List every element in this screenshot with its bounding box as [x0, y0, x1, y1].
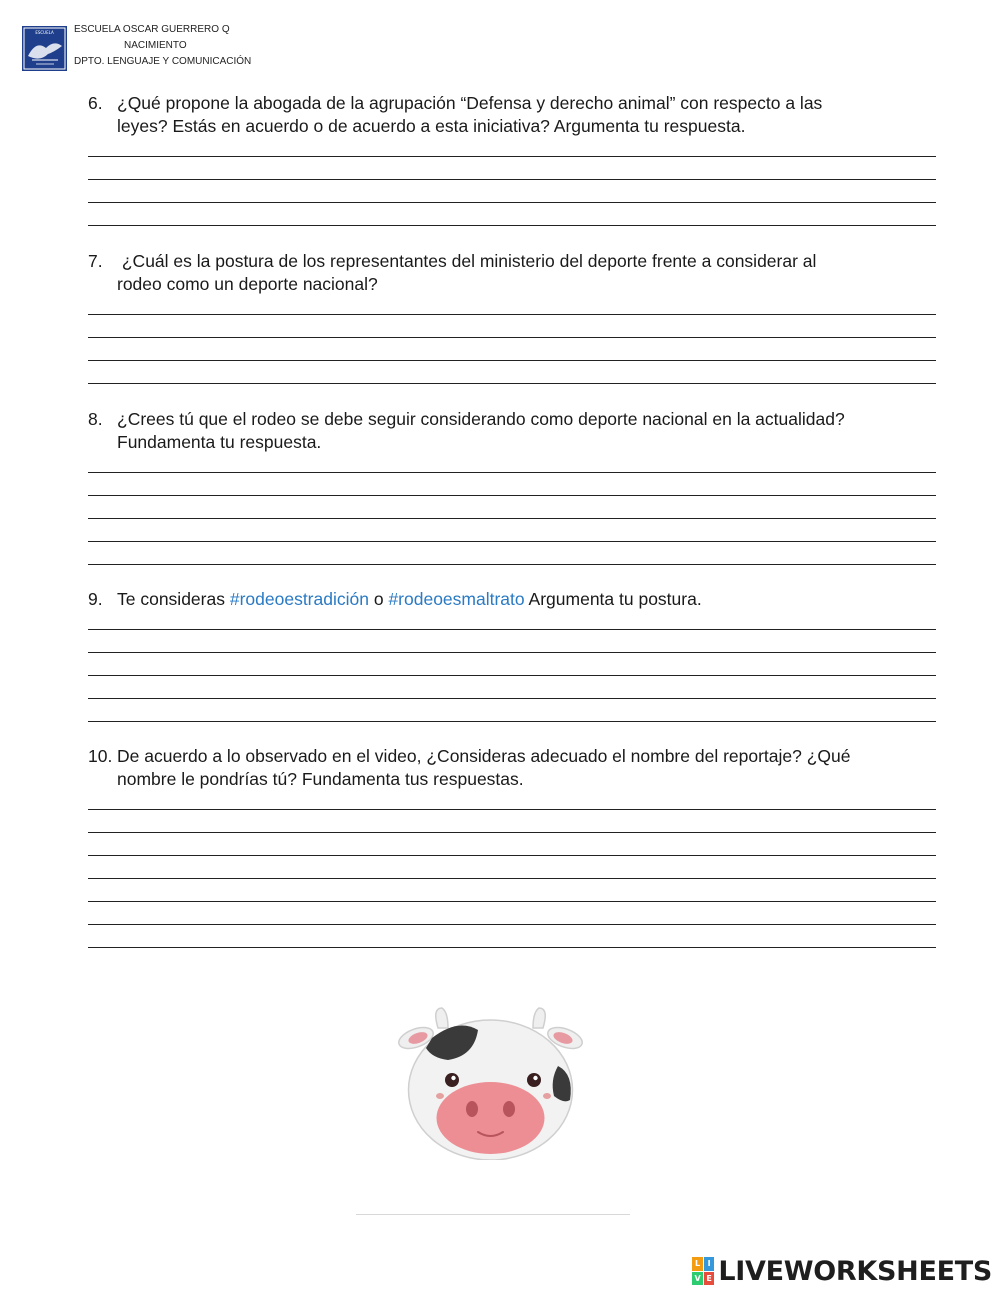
question-text-line: ¿Crees tú que el rodeo se debe seguir considerando como deporte nacional en la actualidad? [117, 409, 845, 429]
school-name: ESCUELA OSCAR GUERRERO Q [74, 24, 230, 35]
answer-line-q10-7[interactable] [88, 947, 936, 948]
answer-line-q6-4[interactable] [88, 225, 936, 226]
answer-line-q10-1[interactable] [88, 809, 936, 810]
answer-line-q6-2[interactable] [88, 179, 936, 180]
icon-letter: I [704, 1257, 715, 1271]
answer-line-q9-1[interactable] [88, 629, 936, 630]
school-logo [22, 26, 67, 71]
answer-line-q10-4[interactable] [88, 878, 936, 879]
answer-line-q9-3[interactable] [88, 675, 936, 676]
answer-line-q9-5[interactable] [88, 721, 936, 722]
answer-line-q9-4[interactable] [88, 698, 936, 699]
logo-text: ESCUELA [35, 30, 54, 35]
question-text-line: Fundamenta tu respuesta. [117, 432, 322, 452]
answer-line-q8-3[interactable] [88, 518, 936, 519]
answer-line-q10-3[interactable] [88, 855, 936, 856]
question-number: 7. [88, 251, 103, 271]
answer-line-q6-1[interactable] [88, 156, 936, 157]
answer-line-q8-5[interactable] [88, 564, 936, 565]
department-name: DPTO. LENGUAJE Y COMUNICACIÓN [74, 56, 252, 67]
question-text-line: ¿Cuál es la postura de los representantes del ministerio del deporte frente a considerar al [117, 251, 817, 271]
question-10 [88, 745, 938, 793]
question-8 [88, 408, 938, 456]
question-number: 10. [88, 746, 113, 766]
hashtag-rodeo-maltrato[interactable]: #rodeoesmaltrato [388, 589, 525, 609]
answer-line-q8-2[interactable] [88, 495, 936, 496]
answer-line-q10-6[interactable] [88, 924, 936, 925]
icon-letter: L [692, 1257, 703, 1271]
question-7 [88, 250, 938, 298]
answer-line-q6-3[interactable] [88, 202, 936, 203]
cow-face-illustration [398, 1000, 583, 1160]
divider [356, 1214, 630, 1215]
icon-letter: V [692, 1272, 703, 1286]
answer-line-q7-1[interactable] [88, 314, 936, 315]
question-text-suffix: Argumenta tu postura. [524, 589, 702, 609]
question-number: 8. [88, 409, 103, 429]
answer-line-q10-2[interactable] [88, 832, 936, 833]
answer-line-q8-1[interactable] [88, 472, 936, 473]
question-text-line: leyes? Estás en acuerdo o de acuerdo a esta iniciativa? Argumenta tu respuesta. [117, 116, 746, 136]
question-text-prefix: Te consideras [117, 589, 230, 609]
school-city: NACIMIENTO [124, 40, 187, 51]
question-text-line: De acuerdo a lo observado en el video, ¿Consideras adecuado el nombre del reportaje? ¿Qué [117, 746, 851, 766]
question-number: 6. [88, 93, 103, 113]
question-9 [88, 588, 938, 612]
answer-line-q10-5[interactable] [88, 901, 936, 902]
liveworksheets-icon [692, 1257, 714, 1285]
answer-line-q7-3[interactable] [88, 360, 936, 361]
question-text-line: rodeo como un deporte nacional? [117, 274, 378, 294]
answer-line-q9-2[interactable] [88, 652, 936, 653]
hashtag-rodeo-tradicion[interactable]: #rodeoestradición [229, 589, 369, 609]
question-text-middle: o [368, 589, 389, 609]
liveworksheets-name: LIVEWORKSHEETS [718, 1255, 992, 1287]
question-text-line: ¿Qué propone la abogada de la agrupación “Defensa y derecho animal” con respecto a las [117, 93, 823, 113]
answer-line-q7-2[interactable] [88, 337, 936, 338]
answer-line-q7-4[interactable] [88, 383, 936, 384]
answer-line-q8-4[interactable] [88, 541, 936, 542]
icon-letter: E [704, 1272, 715, 1286]
question-text-line: nombre le pondrías tú? Fundamenta tus respuestas. [117, 769, 524, 789]
question-number: 9. [88, 589, 103, 609]
liveworksheets-logo[interactable] [692, 1254, 992, 1288]
question-6 [88, 92, 938, 140]
